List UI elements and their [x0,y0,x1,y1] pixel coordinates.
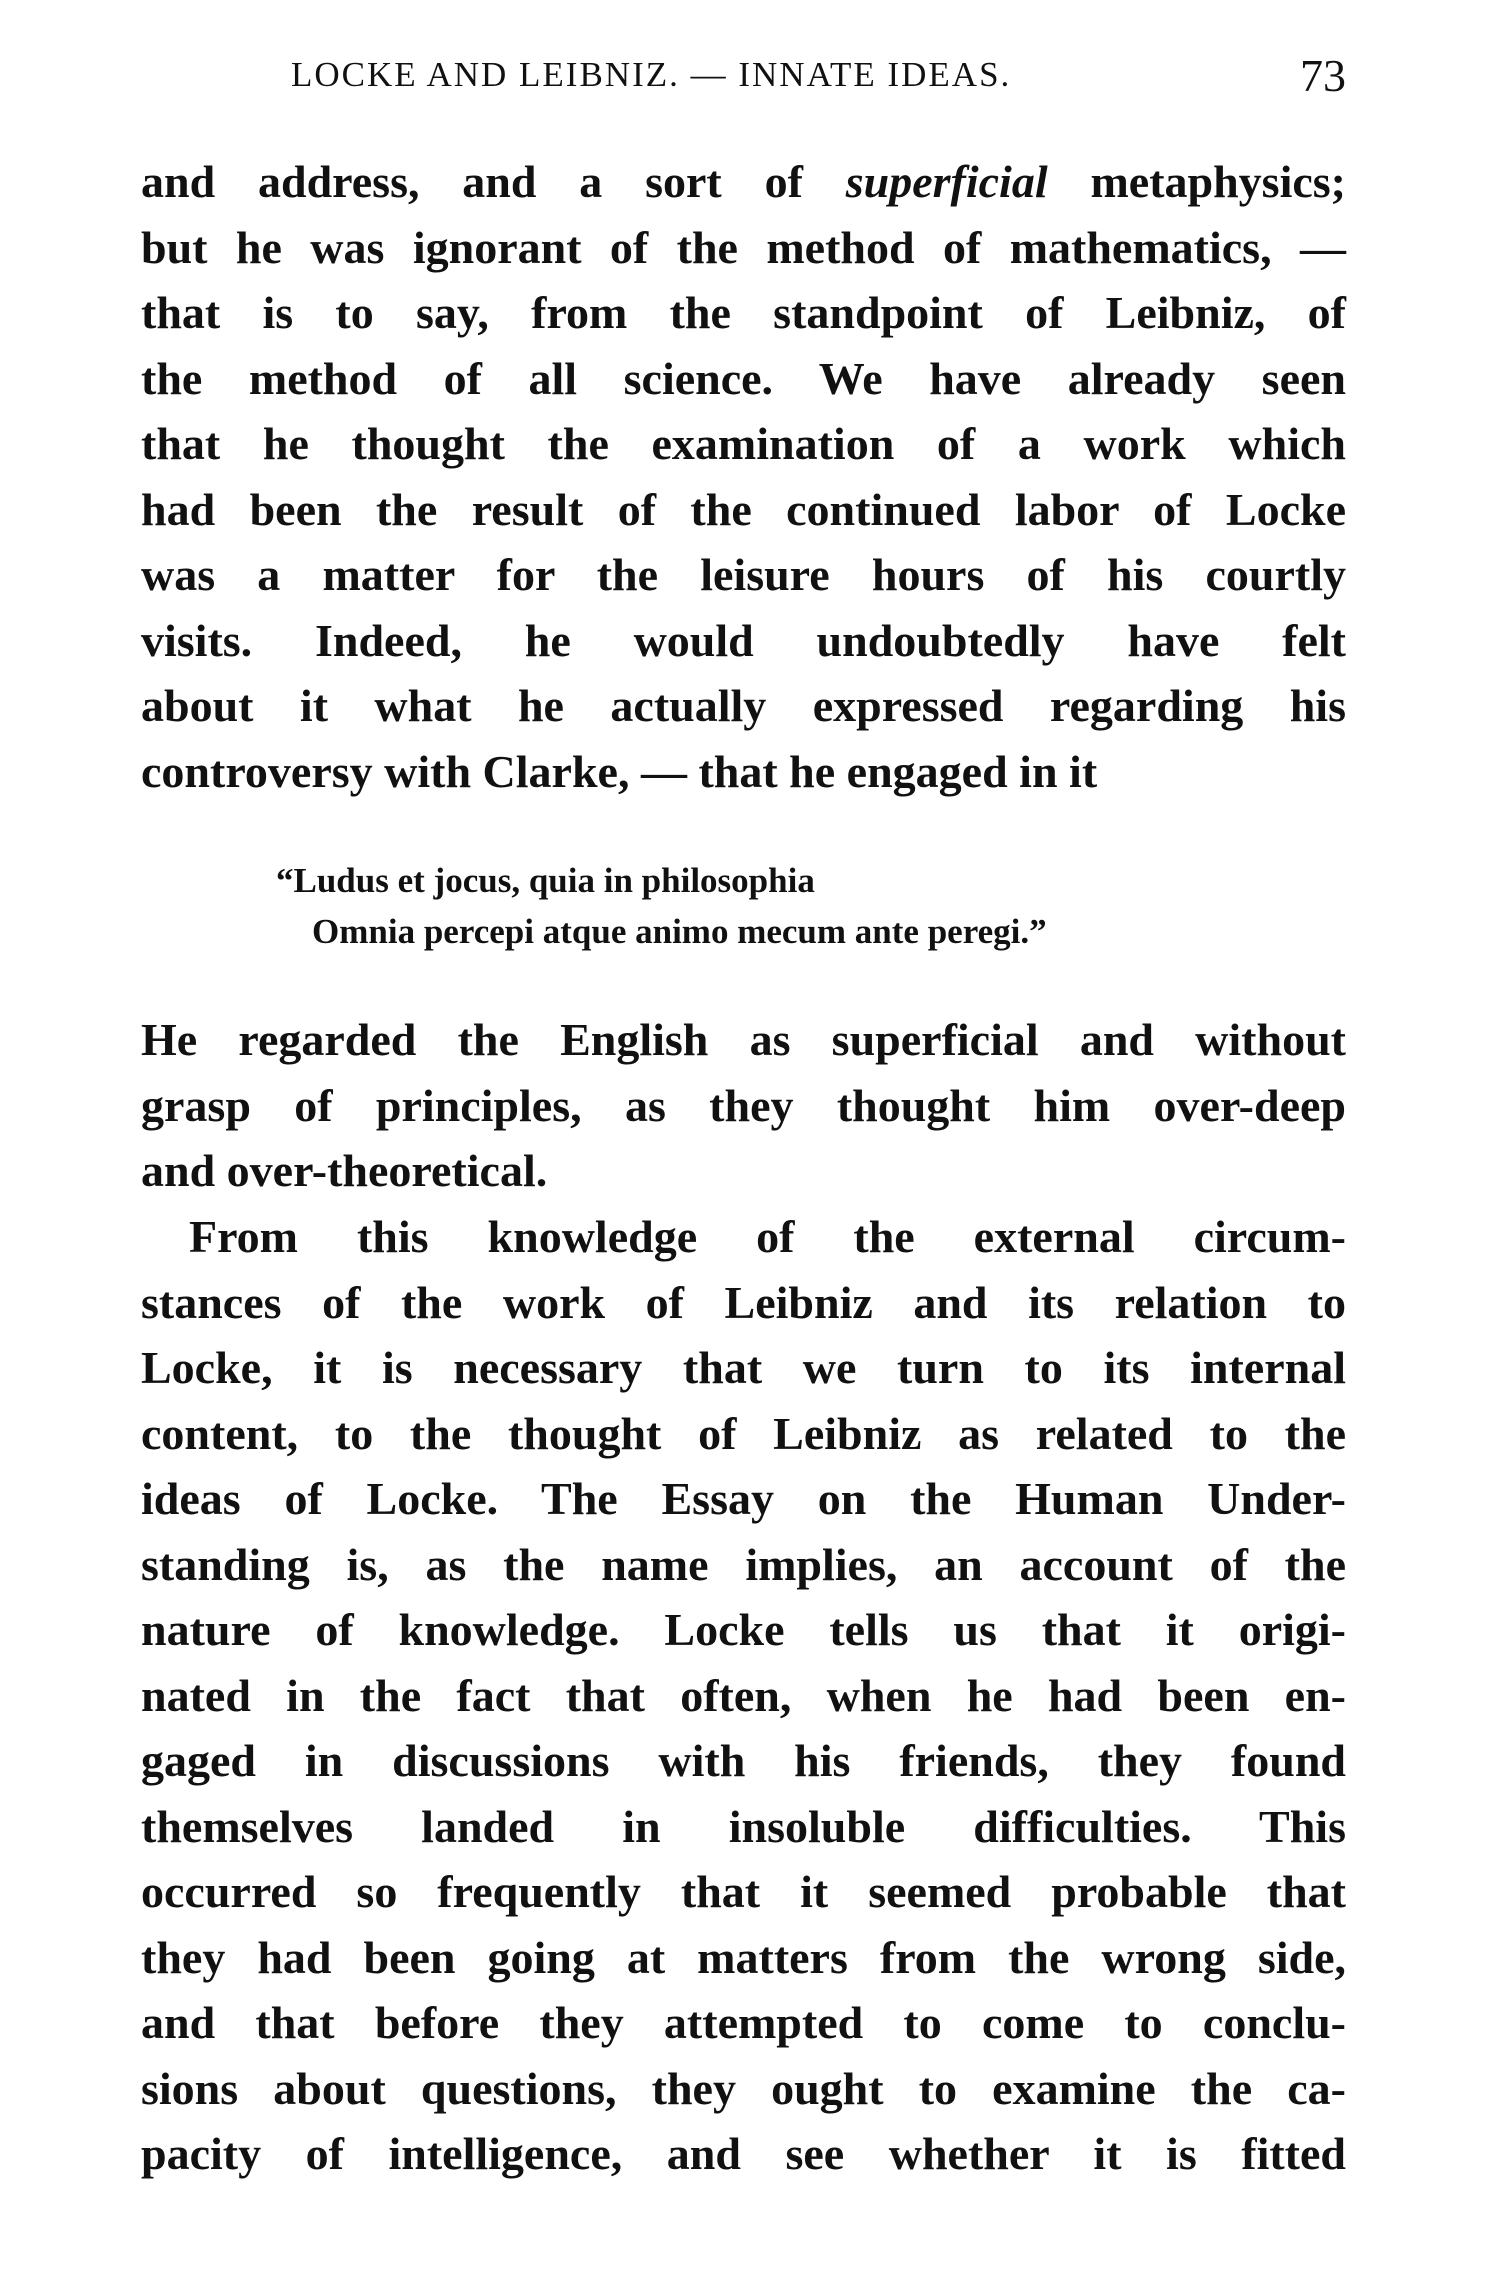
quote-line: “Ludus et jocus, quia in philosophia [276,861,815,900]
text-line: He regarded the English as superficial and without [141,1014,1346,1065]
text-line: nated in the fact that often, when he had been en- [141,1669,1346,1721]
text-line: grasp of principles, as they thought him over-deep [141,1079,1346,1131]
text-line: themselves landed in insoluble difficulties. This [141,1800,1346,1852]
text-line: had been the result of the continued labor of Locke [141,483,1346,535]
text-line: ideas of Locke. The Essay on the Human Under- [141,1473,1346,1524]
paragraph-1 [141,149,1346,804]
text-line: the method of all science. We have already seen [141,352,1346,404]
text-line: content, to the thought of Leibniz as related to the [141,1407,1346,1459]
quote-line: Omnia percepi atque animo mecum ante peregi.” [312,912,1047,951]
text-line: about it what he actually expressed regarding his [141,680,1346,731]
text-line: but he was ignorant of the method of mathematics, — [141,221,1346,273]
text-line: was a matter for the leisure hours of his courtly [141,549,1346,600]
text-line: and that before they attempted to come to conclu- [141,1997,1346,2048]
running-title: LOCKE AND LEIBNIZ. — INNATE IDEAS. [291,55,1012,94]
text-line: sions about questions, they ought to examine the ca- [141,2062,1346,2114]
text-line: they had been going at matters from the wrong side, [141,1931,1346,1983]
text-line: standing is, as the name implies, an account of the [141,1538,1346,1590]
block-quote [276,855,1047,957]
text-line: occurred so frequently that it seemed probable that [141,1866,1346,1917]
text-line: and address, and a sort of superficial metaphysics; [141,156,1346,207]
text-line: and over-theoretical. [141,1145,548,1196]
text-line: Locke, it is necessary that we turn to its internal [141,1342,1346,1393]
page-number: 73 [1300,50,1346,101]
text-line: nature of knowledge. Locke tells us that it origi- [141,1604,1346,1655]
text-line: controversy with Clarke, — that he engaged in it [141,745,1098,797]
text-line: From this knowledge of the external circum- [189,1211,1346,1262]
paragraph-3 [141,1204,1346,2187]
text-line: stances of the work of Leibniz and its relation to [141,1276,1346,1328]
text-line: pacity of intelligence, and see whether it is fitted [141,2128,1346,2179]
paragraph-2 [141,1007,1346,1204]
text-line: visits. Indeed, he would undoubtedly have felt [141,614,1346,666]
text-line: that is to say, from the standpoint of Leibniz, of [141,287,1346,338]
running-header [291,50,1346,105]
text-line: gaged in discussions with his friends, they found [141,1735,1346,1786]
italic-word: superficial [845,156,1048,207]
text-line: that he thought the examination of a work which [141,418,1346,469]
